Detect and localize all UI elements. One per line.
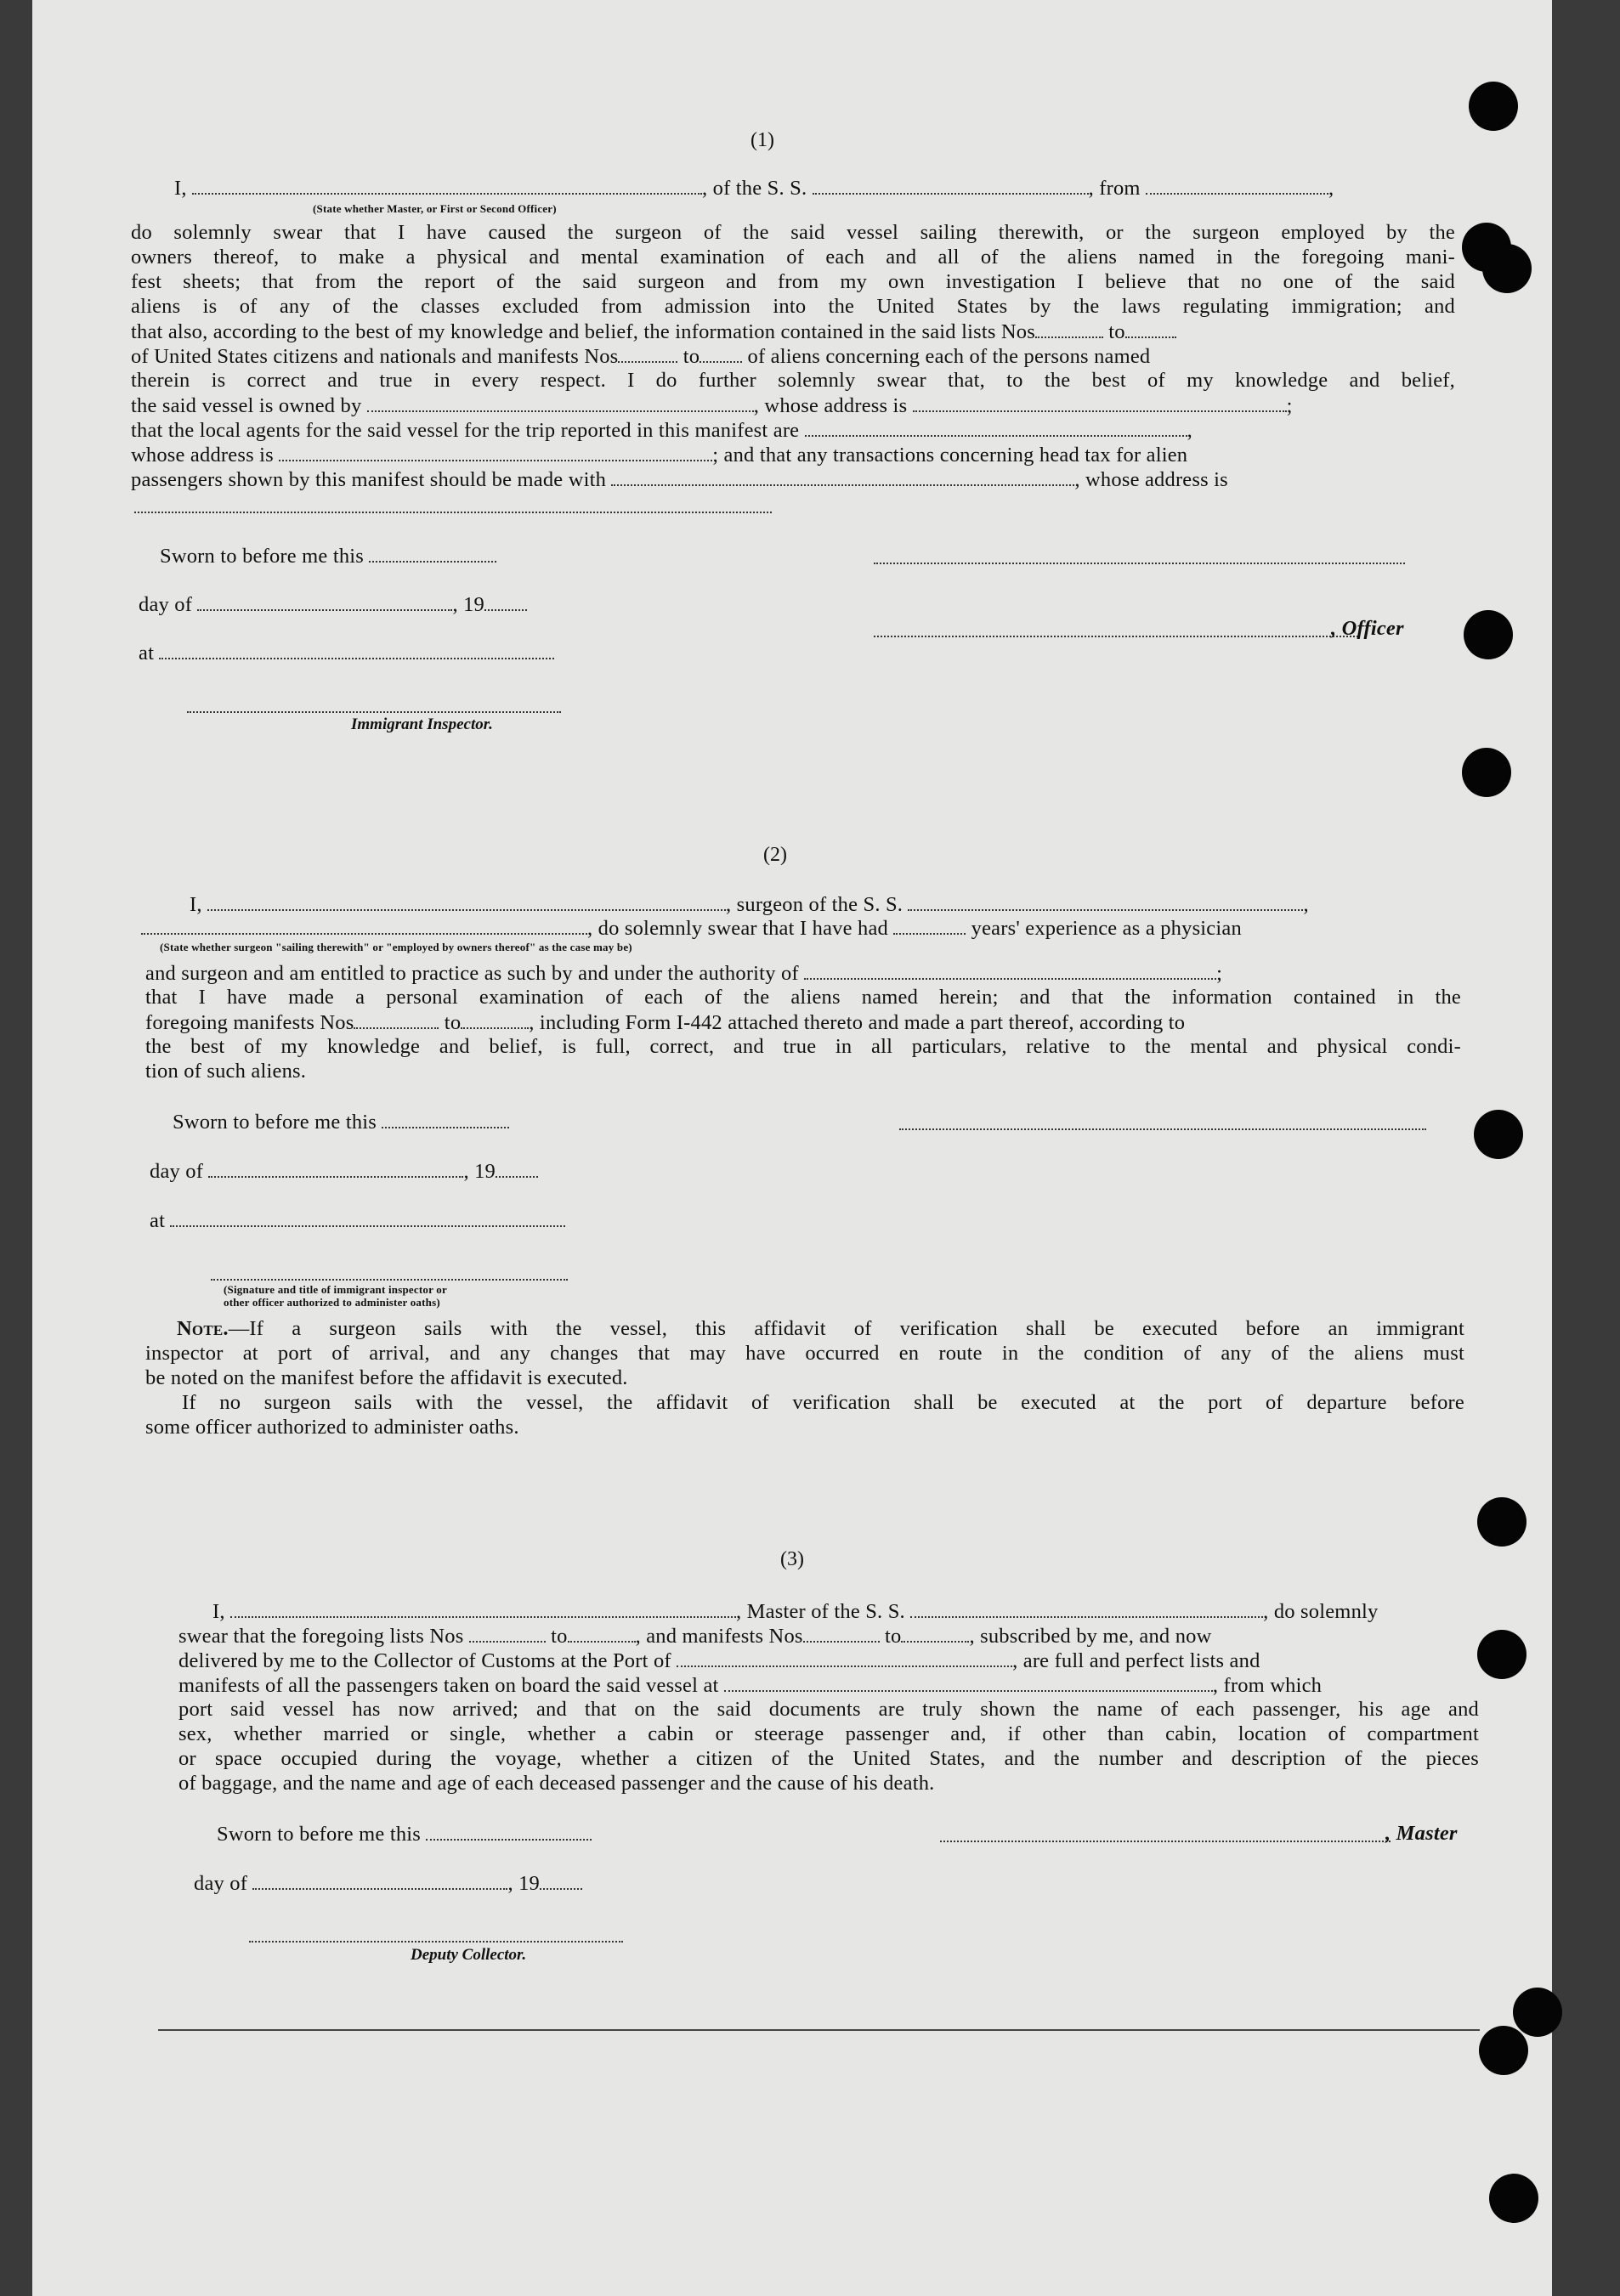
s2-sig-caption-2: other officer authorized to administer oaths): [224, 1296, 440, 1309]
punch-hole-11: [1489, 2174, 1538, 2223]
s1-line-11: whose address is ; and that any transactions concerning head tax for alien: [131, 444, 1188, 467]
s1-day: day of , 19: [139, 592, 527, 618]
s3-collector-label: Deputy Collector.: [411, 1946, 527, 1964]
s1-line-9: the said vessel is owned by , whose address is ;: [131, 394, 1293, 417]
s1-line-3: owners thereof, to make a physical and mental examination of each and all of the aliens named in the foregoing mani-: [131, 246, 1455, 269]
punch-hole-3: [1482, 244, 1532, 293]
s2-day: day of , 19: [150, 1159, 538, 1185]
s1-address-line[interactable]: [134, 510, 772, 513]
s1-line-7: of United States citizens and nationals and manifests Nos to of aliens concerning each of the persons named: [131, 345, 1151, 368]
s3-line-2: swear that the foregoing lists Nos to , and manifests Nos to , subscribed by me, and now: [178, 1625, 1212, 1648]
section-3-heading: (3): [780, 1548, 804, 1570]
s1-officer-line[interactable]: [874, 634, 1358, 637]
s3-line-5: port said vessel has now arrived; and that on the said documents are truly shown the name of each passenger, his age and: [178, 1698, 1479, 1721]
s2-at: at: [150, 1208, 565, 1234]
s1-inspector-signature-line[interactable]: [187, 710, 561, 713]
section-1-heading: (1): [751, 129, 774, 151]
punch-hole-7: [1477, 1497, 1527, 1547]
s2-sig-caption-1: (Signature and title of immigrant inspector or: [224, 1283, 447, 1296]
s1-line-10: that the local agents for the said vessel for the trip reported in this manifest are ,: [131, 419, 1192, 442]
s2-line-5: foregoing manifests Nos to , including Form I-442 attached thereto and made a part thereof, according to: [145, 1011, 1186, 1034]
s3-line-3: delivered by me to the Collector of Customs at the Port of , are full and perfect lists and: [178, 1649, 1260, 1672]
s1-line-5: aliens is of any of the classes excluded from admission into the United States by the laws regulating immigration; and: [131, 295, 1455, 318]
s1-caption: (State whether Master, or First or Second Officer): [313, 202, 557, 215]
s3-line-4: manifests of all the passengers taken on board the said vessel at , from which: [178, 1674, 1323, 1697]
s2-inspector-signature-line[interactable]: [211, 1277, 568, 1281]
punch-hole-5: [1462, 748, 1511, 797]
punch-hole-4: [1464, 610, 1513, 659]
note-line-5: some officer authorized to administer oaths.: [145, 1416, 519, 1439]
s2-line-3: and surgeon and am entitled to practice as such by and under the authority of ;: [145, 962, 1223, 985]
s3-master-signature-line[interactable]: [940, 1839, 1391, 1842]
note-line-1: Note.—If a surgeon sails with the vessel, this affidavit of verification shall be executed before an immigrant: [177, 1317, 1464, 1340]
s2-line-6: the best of my knowledge and belief, is full, correct, and true in all particulars, relative to the mental and physical condi-: [145, 1035, 1461, 1058]
s1-line-4: fest sheets; that from the report of the said surgeon and from my own investigation I believe that no one of the said: [131, 270, 1455, 293]
s3-collector-signature-line[interactable]: [249, 1939, 623, 1943]
s1-line-6: that also, according to the best of my knowledge and belief, the information contained in the said lists Nos to: [131, 320, 1176, 345]
punch-hole-1: [1469, 82, 1518, 131]
note-line-3: be noted on the manifest before the affidavit is executed.: [145, 1366, 628, 1389]
note-label: Note.: [177, 1317, 229, 1340]
s1-line-1: I, , of the S. S. , from ,: [174, 177, 1334, 200]
section-2-heading: (2): [763, 844, 787, 866]
s1-officer-signature-line[interactable]: [874, 561, 1405, 564]
s1-officer-label: , Officer: [1331, 617, 1404, 640]
s3-line-7: or space occupied during the voyage, whether a citizen of the United States, and the number and description of the pieces: [178, 1747, 1479, 1770]
s2-line-1: I, , surgeon of the S. S. ,: [190, 893, 1309, 916]
punch-hole-9: [1513, 1988, 1562, 2037]
s1-line-2: do solemnly swear that I have caused the surgeon of the said vessel sailing therewith, or the surgeon employed by the: [131, 221, 1455, 244]
punch-hole-8: [1477, 1630, 1527, 1679]
s2-line-7: tion of such aliens.: [145, 1060, 307, 1083]
s3-master-label: , Master: [1385, 1822, 1458, 1845]
s3-line-1: I, , Master of the S. S. , do solemnly: [212, 1600, 1379, 1623]
s1-inspector-label: Immigrant Inspector.: [351, 715, 493, 733]
s1-line-8: therein is correct and true in every respect. I do further solemnly swear that, to the best of my knowledge and belief,: [131, 369, 1455, 392]
s2-line-4: that I have made a personal examination of each of the aliens named herein; and that the information contained in the: [145, 986, 1461, 1009]
s3-day: day of , 19: [194, 1871, 582, 1897]
s3-line-6: sex, whether married or single, whether a cabin or steerage passenger and, if other than cabin, location of compartment: [178, 1722, 1479, 1745]
punch-hole-10: [1479, 2026, 1528, 2075]
s2-surgeon-signature-line[interactable]: [899, 1127, 1426, 1130]
s3-line-8: of baggage, and the name and age of each deceased passenger and the cause of his death.: [178, 1772, 935, 1795]
s1-line-12: passengers shown by this manifest should be made with , whose address is: [131, 468, 1228, 491]
note-line-2: inspector at port of arrival, and any changes that may have occurred en route in the condition of any of the aliens must: [145, 1342, 1464, 1365]
form-sheet: [32, 0, 1552, 2296]
s2-sworn: Sworn to before me this: [173, 1110, 509, 1135]
s2-line-2: , do solemnly swear that I have had years' experience as a physician: [141, 916, 1242, 942]
s1-sworn: Sworn to before me this: [160, 544, 496, 569]
s1-at: at: [139, 641, 554, 666]
s3-sworn: Sworn to before me this: [217, 1822, 592, 1847]
note-line-4: If no surgeon sails with the vessel, the affidavit of verification shall be executed at the port of departure before: [182, 1391, 1464, 1414]
punch-hole-6: [1474, 1110, 1523, 1159]
s2-caption: (State whether surgeon "sailing therewith" or "employed by owners thereof" as the case may be): [160, 941, 632, 953]
bottom-rule: [158, 2029, 1480, 2031]
